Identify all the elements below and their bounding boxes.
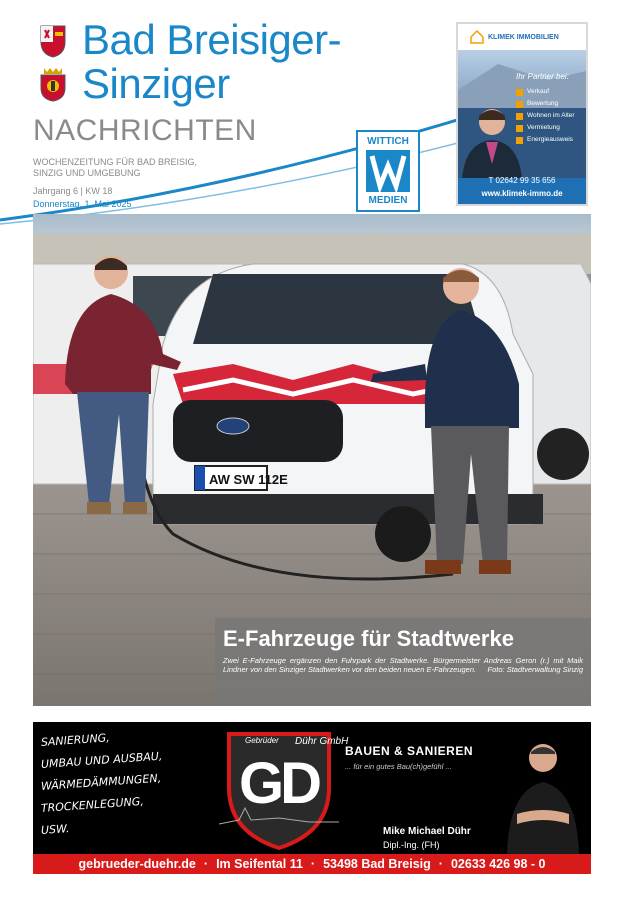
klimek-partner-label: Ihr Partner bei: <box>516 72 569 81</box>
issue-number: Jahrgang 6 | KW 18 <box>33 186 113 196</box>
duehr-contact-name: Mike Michael Dühr <box>383 826 471 837</box>
lead-story-text: Zwei E-Fahrzeuge ergänzen den Fuhrpark der Stadtwerke. Bürgermeister Andreas Geron (r.) mit Maik Lindner von den Sinziger Stadtwerken vor den beiden neuen E-Fahrzeugen. <box>223 656 583 674</box>
klimek-brand: KLIMEK IMMOBILIEN <box>488 34 559 41</box>
klimek-header <box>458 24 586 50</box>
agent-portrait <box>462 102 522 178</box>
house-icon <box>470 30 484 44</box>
list-item: USW. <box>40 822 70 837</box>
photo-credit: Foto: Stadtverwaltung Sinzig <box>487 665 583 674</box>
bullet-icon <box>516 101 523 108</box>
duehr-slogan: ... für ein gutes Bau(ch)gefühl ... <box>345 762 452 771</box>
list-item: WÄRMEDÄMMUNGEN, <box>40 771 162 793</box>
wittich-logo-bottom: MEDIEN <box>368 195 408 206</box>
duehr-ad[interactable] <box>33 722 591 874</box>
list-item: Verkauf <box>516 86 575 98</box>
list-item: Energieausweis <box>516 134 575 146</box>
wittich-logo-mark <box>366 150 410 192</box>
lead-photo <box>33 214 591 706</box>
bullet-icon <box>516 89 523 96</box>
duehr-street: Im Seifental 11 <box>216 857 303 871</box>
duehr-city: 53498 Bad Breisig <box>323 857 431 871</box>
masthead-subtitle: NACHRICHTEN <box>33 114 257 147</box>
klimek-website[interactable]: www.klimek-immo.de <box>481 189 563 198</box>
separator-dot: · <box>438 857 443 871</box>
duehr-footer <box>33 854 591 874</box>
masthead-title-line2: Sinziger <box>82 60 230 107</box>
list-item: Bewertung <box>516 98 575 110</box>
tagline-line2: SINZIG UND UMGEBUNG <box>33 168 141 178</box>
duehr-phone: 02633 426 98 - 0 <box>450 857 546 871</box>
list-item: TROCKENLEGUNG, <box>40 794 145 815</box>
klimek-phone: T 02642 99 35 656 <box>488 176 556 185</box>
coat-of-arms-icon <box>38 22 68 58</box>
masthead-title-line1: Bad Breisiger- <box>82 16 342 63</box>
bullet-icon <box>516 125 523 132</box>
duehr-contact-degree: Dipl.-Ing. (FH) <box>383 840 440 850</box>
separator-dot: · <box>203 857 209 871</box>
bullet-icon <box>516 137 523 144</box>
duehr-brand-top2: Dühr GmbH <box>295 736 349 747</box>
list-item: Vermietung <box>516 122 575 134</box>
lead-story-headline[interactable]: E-Fahrzeuge für Stadtwerke <box>223 626 514 651</box>
klimek-ad[interactable] <box>456 22 588 206</box>
wittich-logo <box>356 130 420 212</box>
list-item: Wohnen im Alter <box>516 110 575 122</box>
wittich-logo-top: WITTICH <box>367 136 409 147</box>
coat-of-arms-icon <box>38 66 68 102</box>
issue-date: Donnerstag, 1. Mai 2025 <box>33 199 132 209</box>
lead-story-caption <box>215 618 591 706</box>
separator-dot: · <box>310 857 316 871</box>
klimek-services-list <box>516 86 575 146</box>
duehr-website[interactable]: gebrueder-duehr.de <box>78 857 196 871</box>
duehr-claim: BAUEN & SANIEREN <box>345 744 474 758</box>
bullet-icon <box>516 113 523 120</box>
tagline-line1: WOCHENZEITUNG FÜR BAD BREISIG, <box>33 157 198 167</box>
contact-portrait <box>503 730 583 854</box>
list-item: SANIERUNG, <box>40 731 111 749</box>
license-plate: AW SW 112E <box>209 472 288 487</box>
duehr-services-list <box>41 732 201 842</box>
duehr-logo-letters: GD <box>239 751 318 816</box>
list-item: UMBAU UND AUSBAU, <box>40 749 163 771</box>
duehr-brand-top: Gebrüder <box>245 736 279 745</box>
